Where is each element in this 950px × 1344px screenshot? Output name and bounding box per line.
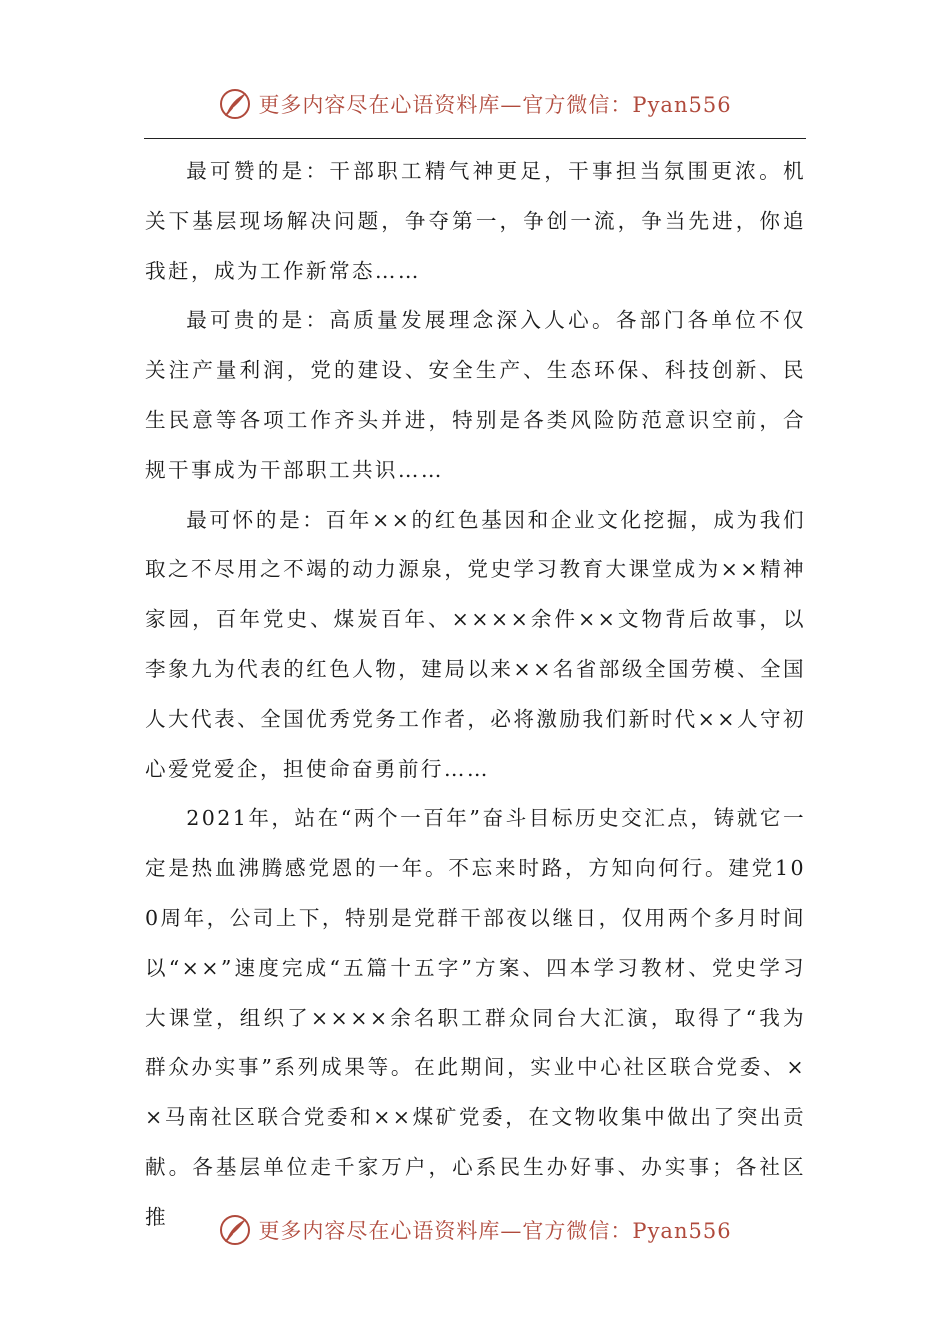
- header-banner-inner: [218, 87, 731, 121]
- document-body: [145, 147, 806, 1243]
- paragraph-2: 最可贵的是：高质量发展理念深入人心。各部门各单位不仅关注产量利润，党的建设、安全生产、生态环保、科技创新、民生民意等各项工作齐头并进，特别是各类风险防范意识空前，合规干事成为干部职工共识……: [145, 308, 806, 482]
- paragraph-3: 最可怀的是：百年××的红色基因和企业文化挖掘，成为我们取之不尽用之不竭的动力源泉，党史学习教育大课堂成为××精神家园，百年党史、煤炭百年、××××余件××文物背后故事，以李象九为代表的红色人物，建局以来××名省部级全国劳模、全国人大代表、全国优秀党务工作者，必将激励我们新时代××人守初心爱党爱企，担使命奋勇前行……: [145, 507, 806, 781]
- footer-banner-text: 更多内容尽在心语资料库—官方微信：Pyan556: [258, 1219, 732, 1243]
- header-banner-text: 更多内容尽在心语资料库—官方微信：Pyan556: [258, 93, 732, 117]
- footer-banner-inner: [218, 1213, 731, 1247]
- header-banner: [0, 84, 950, 124]
- paragraph-4: 2021年，站在“两个一百年”奋斗目标历史交汇点，铸就它一定是热血沸腾感党恩的一年。不忘来时路，方知向何行。建党100周年，公司上下，特别是党群干部夜以继日，仅用两个多月时间以“××”速度完成“五篇十五字”方案、四本学习教材、党史学习大课堂，组织了××××余名职工群众同台大汇演，取得了“我为群众办实事”系列成果等。在此期间，实业中心社区联合党委、××马南社区联合党委和××煤矿党委，在文物收集中做出了突出贡献。各基层单位走千家万户，心系民生办好事、办实事；各社区推: [145, 806, 806, 1229]
- quill-logo-icon: [218, 1213, 252, 1247]
- paragraph-1: 最可赞的是：干部职工精气神更足，干事担当氛围更浓。机关下基层现场解决问题，争夺第一，争创一流，争当先进，你追我赶，成为工作新常态……: [145, 159, 806, 283]
- quill-logo-icon: [218, 87, 252, 121]
- header-divider: [144, 138, 806, 139]
- footer-banner: [0, 1210, 950, 1250]
